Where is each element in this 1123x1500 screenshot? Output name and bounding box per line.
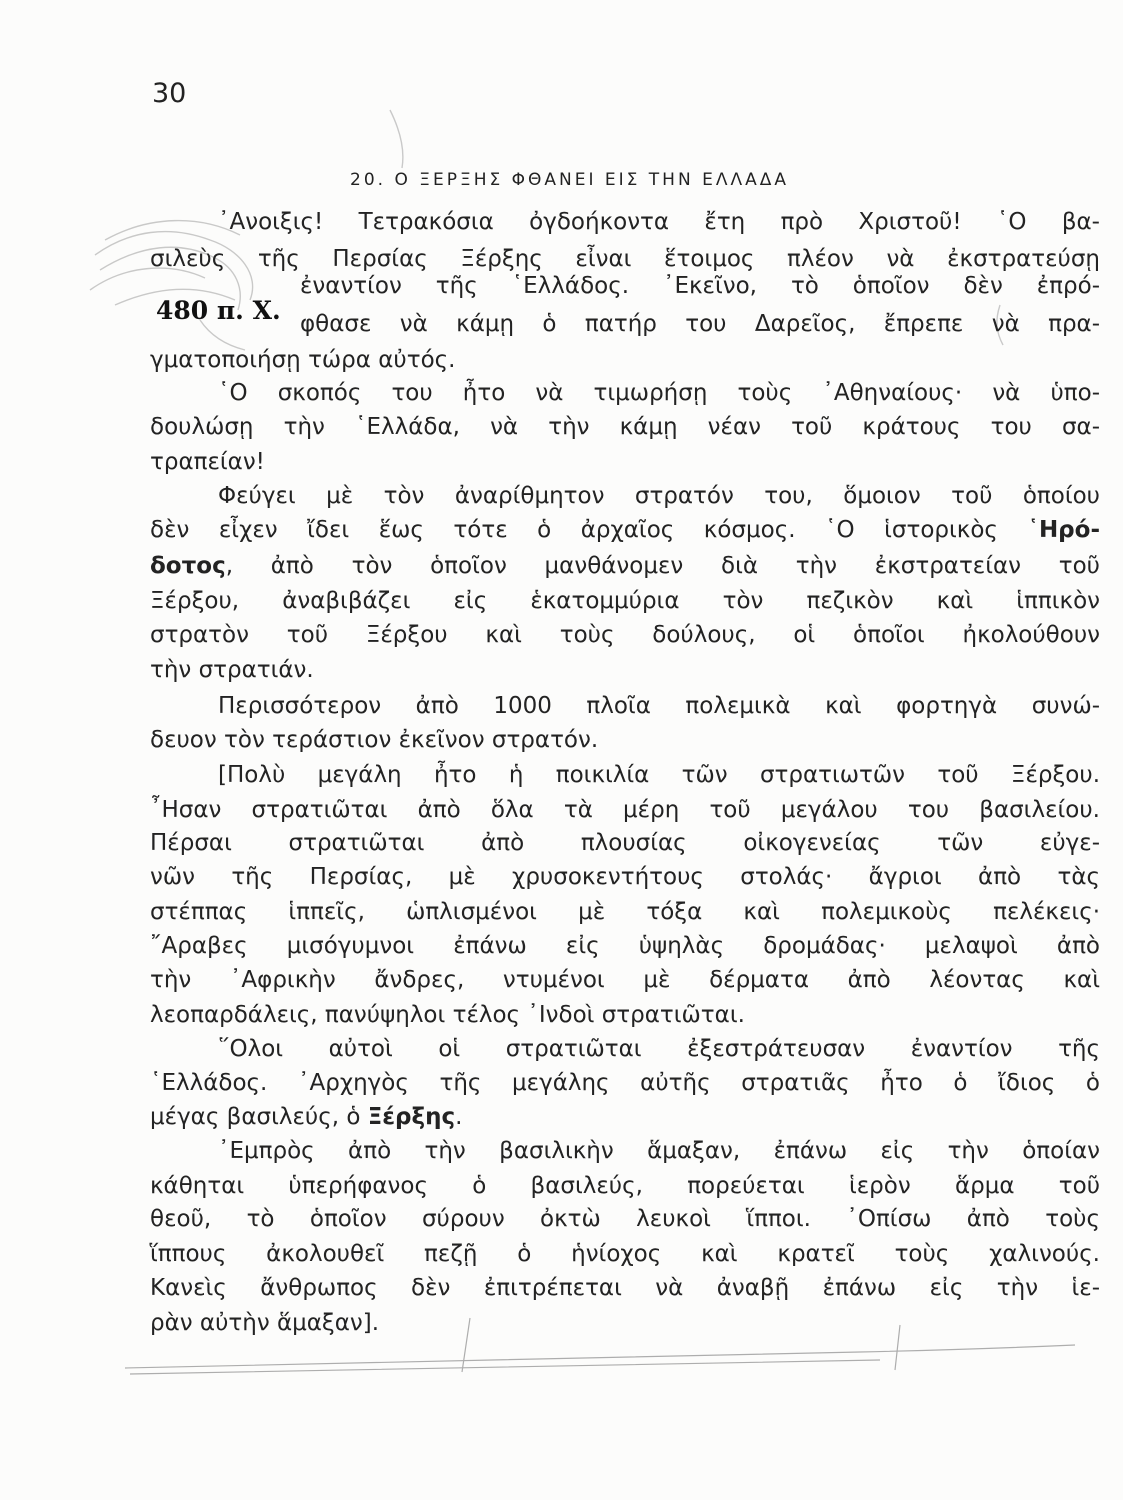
line-text: ρὰν αὐτὴν ἅμαξαν]. bbox=[150, 1310, 380, 1336]
text-line bbox=[150, 444, 265, 480]
text-line bbox=[150, 617, 1100, 653]
line-text: σιλεὺς τῆς Περσίας Ξέρξης εἶναι ἕτοιμος πλέον νὰ ἐκστρατεύσῃ bbox=[150, 246, 1100, 272]
bold-name: Ξέρξης bbox=[367, 1104, 456, 1130]
line-text: ἐναντίον τῆς ῾Ελλάδος. ᾿Εκεῖνο, τὸ ὁποῖον δὲν ἐπρό- bbox=[300, 273, 1100, 299]
text-line bbox=[150, 1168, 1100, 1204]
line-text: κάθηται ὑπερήφανος ὁ βασιλεύς, πορεύεται ἱερὸν ἅρμα τοῦ bbox=[150, 1173, 1100, 1199]
text-line bbox=[150, 512, 1100, 548]
line-text: δὲν εἶχεν ἴδει ἕως τότε ὁ ἀρχαῖος κόσμος. ῾Ο ἱστορικὸς bbox=[150, 517, 998, 543]
line-text: ᾿Εμπρὸς ἀπὸ τὴν βασιλικὴν ἅμαξαν, ἐπάνω εἰς τὴν ὁποίαν bbox=[218, 1138, 1100, 1164]
text-line bbox=[150, 825, 1100, 861]
line-text: Περισσότερον ἀπὸ 1000 πλοῖα πολεμικὰ καὶ φορτηγὰ συνώ- bbox=[218, 693, 1100, 719]
text-line bbox=[150, 1305, 380, 1341]
text-line bbox=[150, 928, 1100, 964]
bold-name: ῾Ηρό- bbox=[1027, 517, 1100, 543]
line-text: νῶν τῆς Περσίας, μὲ χρυσοκεντήτους στολάς· ἄγριοι ἀπὸ τὰς bbox=[150, 864, 1100, 890]
line-text: στέππας ἱππεῖς, ὡπλισμένοι μὲ τόξα καὶ πολεμικοὺς πελέκεις· bbox=[150, 899, 1100, 925]
line-text: , ἀπὸ τὸν ὁποῖον μανθάνομεν διὰ τὴν ἐκστρατείαν τοῦ bbox=[225, 553, 1100, 579]
text-line bbox=[150, 997, 780, 1033]
line-text: ῾Ελλάδος. ᾿Αρχηγὸς τῆς μεγάλης αὐτῆς στρατιᾶς ἦτο ὁ ἴδιος ὁ bbox=[150, 1070, 1100, 1096]
text-line bbox=[150, 1270, 1100, 1306]
line-tail: . bbox=[455, 1104, 463, 1130]
text-line bbox=[150, 1065, 1100, 1101]
line-text: Ξέρξου, ἀναβιβάζει εἰς ἑκατομμύρια τὸν πεζικὸν καὶ ἱππικὸν bbox=[150, 588, 1100, 614]
text-line bbox=[150, 548, 1100, 584]
line-text: ῾Ο σκοπός του ἦτο νὰ τιμωρήσῃ τοὺς ᾿Αθηναίους· νὰ ὑπο- bbox=[218, 380, 1100, 406]
line-text: [Πολὺ μεγάλη ἦτο ἡ ποικιλία τῶν στρατιωτῶν τοῦ Ξέρξου. bbox=[218, 762, 1100, 788]
line-text: λεοπαρδάλεις, πανύψηλοι τέλος ᾿Ινδοὶ στρατιῶται. bbox=[150, 1002, 745, 1028]
text-line bbox=[150, 962, 1100, 998]
text-line bbox=[150, 1236, 1100, 1272]
line-text: φθασε νὰ κάμῃ ὁ πατήρ του Δαρεῖος, ἔπρεπε νὰ πρα- bbox=[300, 311, 1100, 337]
text-line bbox=[150, 894, 1100, 930]
text-line bbox=[150, 409, 1100, 445]
text-line bbox=[300, 268, 1100, 304]
line-text: Φεύγει μὲ τὸν ἀναρίθμητον στρατόν του, ὅμοιον τοῦ ὁποίου bbox=[218, 483, 1100, 509]
line-text: τὴν στρατιάν. bbox=[150, 657, 314, 683]
text-line bbox=[150, 342, 456, 378]
text-line bbox=[218, 757, 1100, 793]
line-text: ῞Ολοι αὐτοὶ οἱ στρατιῶται ἐξεστράτευσαν ἐναντίον τῆς bbox=[218, 1036, 1100, 1062]
line-text: δευον τὸν τεράστιον ἐκεῖνον στρατόν. bbox=[150, 727, 599, 753]
line-text: Πέρσαι στρατιῶται ἀπὸ πλουσίας οἰκογενείας τῶν εὐγε- bbox=[150, 830, 1100, 856]
bold-name: δοτος bbox=[150, 553, 226, 579]
line-text: γματοποιήσῃ τώρα αὐτός. bbox=[150, 347, 456, 373]
text-line bbox=[218, 688, 1100, 724]
line-text: μέγας βασιλεύς, ὁ bbox=[150, 1104, 361, 1130]
text-line bbox=[218, 375, 1100, 411]
line-text: ἵππους ἀκολουθεῖ πεζῇ ὁ ἡνίοχος καὶ κρατεῖ τοὺς χαλινούς. bbox=[150, 1241, 1100, 1267]
text-line bbox=[150, 722, 599, 758]
line-text: ῏Ησαν στρατιῶται ἀπὸ ὅλα τὰ μέρη τοῦ μεγάλου του βασιλείου. bbox=[150, 797, 1100, 823]
text-line bbox=[150, 1201, 1100, 1237]
text-line bbox=[218, 1133, 1100, 1169]
line-text: τραπείαν! bbox=[150, 449, 265, 475]
text-line bbox=[218, 204, 1100, 240]
line-text: δουλώσῃ τὴν ῾Ελλάδα, νὰ τὴν κάμῃ νέαν τοῦ κράτους του σα- bbox=[150, 414, 1100, 440]
line-text: ῎Αραβες μισόγυμνοι ἐπάνω εἰς ὑψηλὰς δρομάδας· μελαψοὶ ἀπὸ bbox=[150, 933, 1100, 959]
line-text: ᾿Ανοιξις! Τετρακόσια ὀγδοήκοντα ἔτη πρὸ Χριστοῦ! ῾Ο βα- bbox=[218, 209, 1100, 235]
text-line bbox=[150, 859, 1100, 895]
margin-date-note: 480 π. Χ. bbox=[156, 296, 281, 325]
text-line bbox=[150, 1099, 463, 1135]
page-number: 30 bbox=[152, 78, 187, 109]
text-line bbox=[218, 478, 1100, 514]
line-text: θεοῦ, τὸ ὁποῖον σύρουν ὀκτὼ λευκοὶ ἵπποι. ᾿Οπίσω ἀπὸ τοὺς bbox=[150, 1206, 1100, 1232]
line-text: Κανεὶς ἄνθρωπος δὲν ἐπιτρέπεται νὰ ἀναβῇ ἐπάνω εἰς τὴν ἱε- bbox=[150, 1275, 1100, 1301]
text-line bbox=[150, 652, 314, 688]
text-line bbox=[300, 306, 1100, 342]
text-line bbox=[150, 583, 1100, 619]
line-text: στρατὸν τοῦ Ξέρξου καὶ τοὺς δούλους, οἱ ὁποῖοι ἠκολούθουν bbox=[150, 622, 1100, 648]
line-text: τὴν ᾿Αφρικὴν ἄνδρες, ντυμένοι μὲ δέρματα ἀπὸ λέοντας καὶ bbox=[150, 967, 1100, 993]
text-line bbox=[218, 1031, 1100, 1067]
text-line bbox=[150, 792, 1100, 828]
chapter-title: 20. Ο ΞΕΡΞΗΣ ΦΘΑΝΕΙ ΕΙΣ ΤΗΝ ΕΛΛΑΔΑ bbox=[350, 170, 789, 190]
